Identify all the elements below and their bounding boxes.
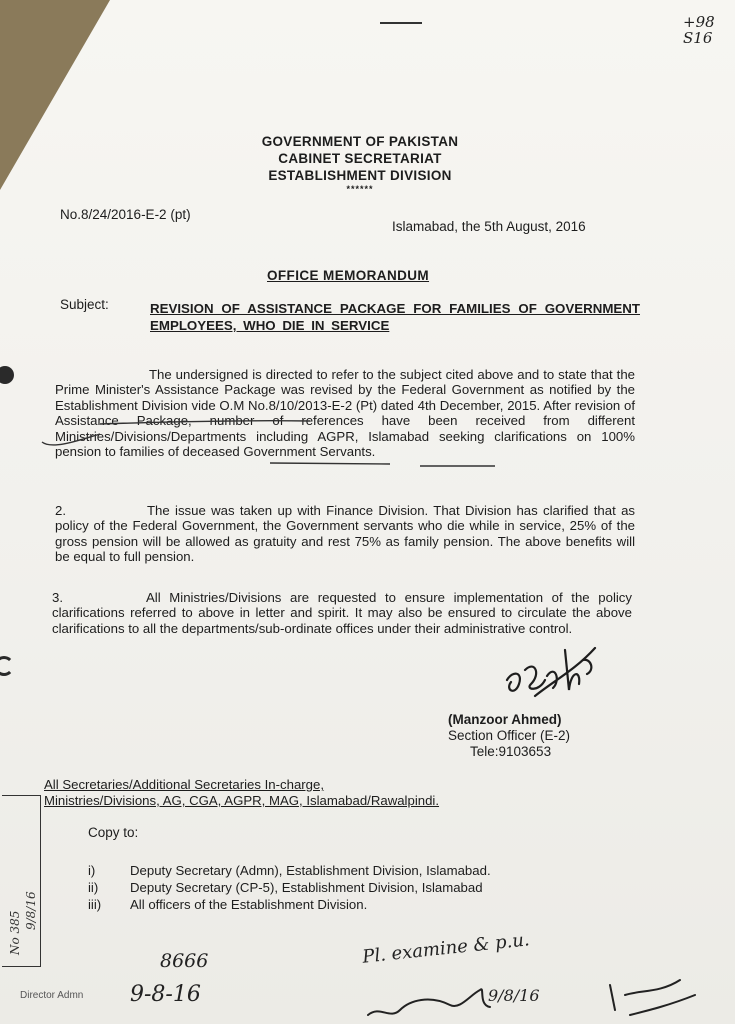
copy-to-item-text: All officers of the Establishment Division. <box>130 897 368 912</box>
signatory-name: (Manzoor Ahmed) <box>448 712 562 727</box>
reference-number: No.8/24/2016-E-2 (pt) <box>60 207 191 222</box>
top-mark <box>380 22 422 24</box>
handwritten-date: 9/8/16 <box>488 986 540 1005</box>
paragraph-1: The undersigned is directed to refer to the subject cited above and to state that the Prime Minister's Assistance Package was revised by the Federal Government as notified by the Establishment Division vide O.M No.8/10/2013-E-2 (Pt) dated 4th December, 2015. After revision of Assistance Package, number of references have been received from different Ministries/Divisions/Departments including AGPR, Islamabad seeking clarifications on 100% pension to families of deceased Government Servants. <box>55 367 635 460</box>
addressee-line-2: Ministries/Divisions, AG, CGA, AGPR, MAG, Islamabad/Rawalpindi. <box>44 793 440 808</box>
copy-to-item <box>88 879 491 896</box>
bottom-signatures <box>360 965 700 1024</box>
stamp-date: 9-8-16 <box>130 982 201 1007</box>
place-date: Islamabad, the 5th August, 2016 <box>392 219 586 234</box>
director-stamp-text: Director Admn <box>20 990 84 1001</box>
header-line-2: CABINET SECRETARIAT <box>278 151 442 166</box>
copy-to-item-num: ii) <box>88 880 99 895</box>
header-stars: ****** <box>346 184 374 194</box>
copy-to-item <box>88 896 491 913</box>
paragraph-2: The issue was taken up with Finance Division. That Division has clarified that as policy of the Federal Government, the Government servants who die while in service, 25% of the gross pension will be allowed as gratuity and rest 75% as family pension. The above benefits will be equal to full pension. <box>55 503 635 565</box>
addressee-line-1: All Secretaries/Additional Secretaries In-charge, <box>44 777 325 792</box>
copy-to-item-text: Deputy Secretary (CP-5), Establishment Division, Islamabad <box>130 880 483 895</box>
handwritten-underlines <box>40 400 640 480</box>
addressee-block <box>44 777 439 809</box>
paragraph-2-number: 2. <box>55 503 66 518</box>
handwritten-page-number <box>683 14 715 46</box>
copy-to-item-num: iii) <box>88 897 102 912</box>
diary-number: 8666 <box>160 950 209 972</box>
copy-to-list <box>88 862 491 913</box>
signatory-telephone: Tele:9103653 <box>470 744 552 759</box>
subject-text: REVISION OF ASSISTANCE PACKAGE FOR FAMILIES OF GOVERNMENT EMPLOYEES, WHO DIE IN SERVICE <box>150 301 640 333</box>
header-line-1: GOVERNMENT OF PAKISTAN <box>261 134 459 149</box>
subject-label: Subject: <box>60 297 109 312</box>
hand-note-line2: S16 <box>683 29 713 47</box>
signatory-block <box>448 712 570 760</box>
side-stamp-date: 9/8/16 <box>24 891 38 930</box>
hand-note-line1: +98 <box>683 13 715 31</box>
copy-to-label: Copy to: <box>88 825 139 840</box>
copy-to-item-text: Deputy Secretary (Admn), Establishment Division, Islamabad. <box>130 863 491 878</box>
signatory-designation: Section Officer (E-2) <box>448 728 571 743</box>
side-stamp-number: No 385 <box>8 910 22 955</box>
memo-title: OFFICE MEMORANDUM <box>267 268 430 283</box>
paragraph-3: All Ministries/Divisions are requested to ensure implementation of the policy clarifications referred to above in letter and spirit. It may also be ensured to circulate the above clarifications to all the departments/sub-ordinate offices under their administrative control. <box>52 590 632 636</box>
copy-to-item <box>88 862 491 879</box>
letterhead <box>200 133 520 194</box>
copy-to-item-num: i) <box>88 863 96 878</box>
signature-scribble <box>495 640 605 715</box>
paragraph-3-number: 3. <box>52 590 63 605</box>
handwritten-instruction: Pl. examine & p.u. <box>361 929 531 968</box>
header-line-3: ESTABLISHMENT DIVISION <box>268 168 452 183</box>
